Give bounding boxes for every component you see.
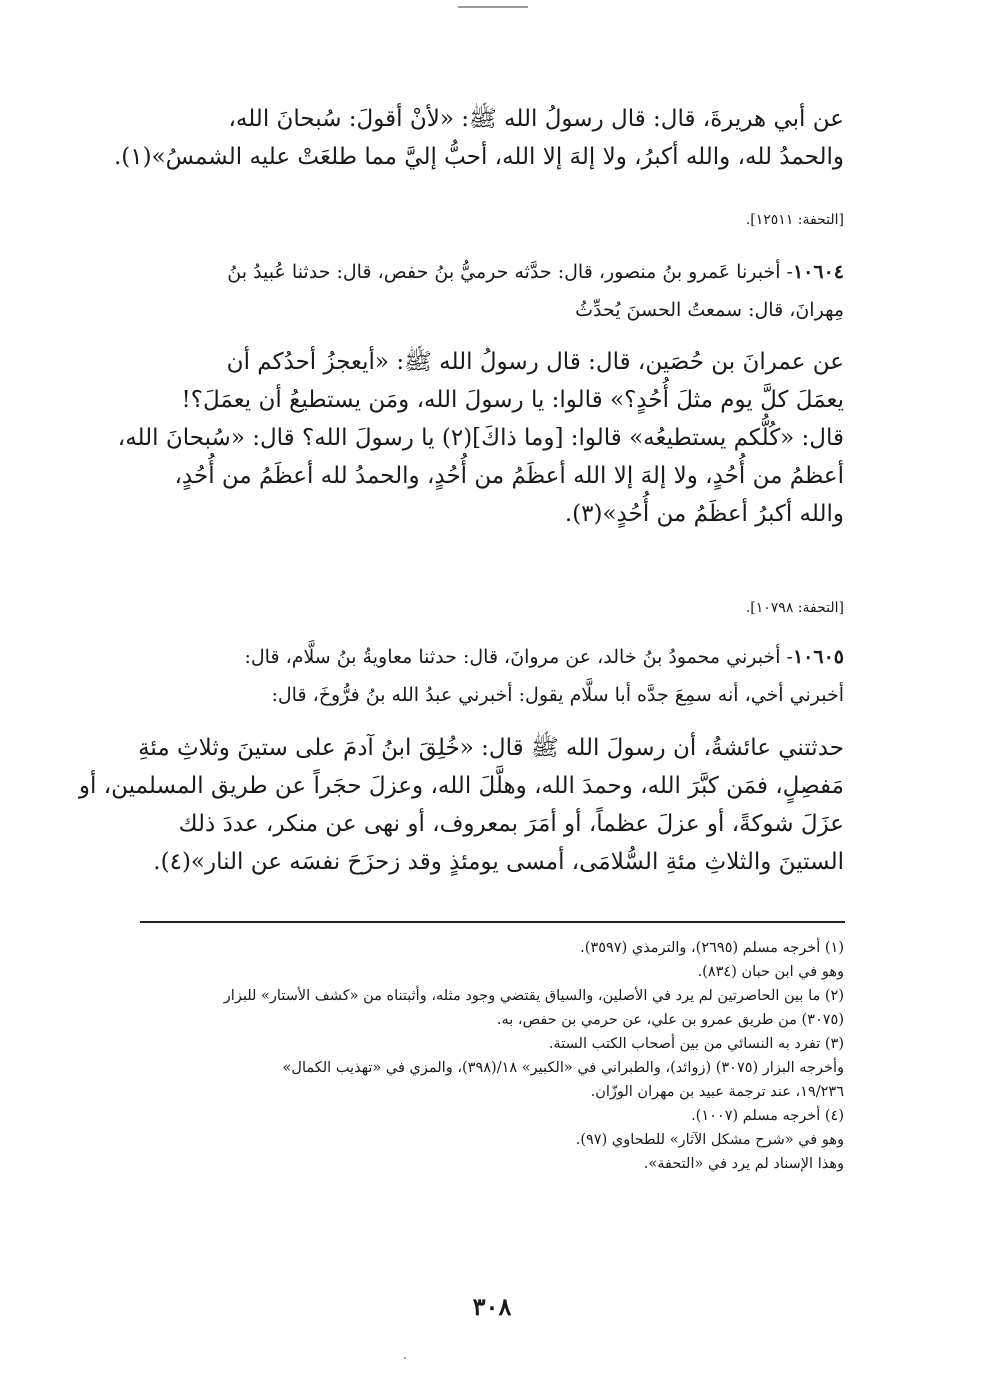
hadith-10605-text bbox=[78, 729, 844, 881]
text-line: والله أكبرُ أعظَمُ من أُحُدٍ»(٣). bbox=[564, 501, 844, 527]
isnad-line bbox=[156, 253, 844, 291]
text-line: عن أبي هريرةَ، قال: قال رسولُ الله ﷺ: «لأنْ أقولَ: سُبحانَ الله، bbox=[228, 106, 844, 132]
text-line: حدثتني عائشةُ، أن رسولَ الله ﷺ قال: «خُلِقَ ابنُ آدمَ على ستينَ وثلاثِ مئةِ bbox=[138, 735, 844, 761]
tuhfa-reference: [التحفة: ١٢٥١١]. bbox=[745, 212, 844, 228]
footnote-line: وهذا الإسناد لم يرد في «التحفة». bbox=[643, 1156, 844, 1172]
hadith-10603-text bbox=[113, 100, 844, 176]
text-line: عن عمرانَ بن حُصَين، قال: قال رسولُ الله ﷺ: «أيعجزُ أحدُكم أن bbox=[226, 349, 844, 375]
footnote-divider bbox=[140, 921, 845, 923]
text-line: مَفصِلٍ، فمَن كبَّرَ الله، وحمدَ الله، وهلَّلَ الله، وعزلَ حجَراً عن طريق المسلمين، أو bbox=[78, 773, 844, 799]
hadith-number: ١٠٦٠٥ bbox=[792, 646, 844, 668]
tuhfa-reference: [التحفة: ١٠٧٩٨]. bbox=[745, 600, 844, 616]
text-line: أعظمُ من أُحُدٍ، ولا إلهَ إلا الله أعظَمُ من أُحُدٍ، والحمدُ لله أعظَمُ من أُحُدٍ، bbox=[174, 463, 844, 489]
page-number: ٣٠٨ bbox=[472, 1292, 512, 1321]
hadith-number: ١٠٦٠٤ bbox=[792, 261, 844, 283]
hadith-10604-text bbox=[117, 343, 844, 533]
footnote-line: (٢) ما بين الحاصرتين لم يرد في الأصلين، والسياق يقتضي وجود مثله، وأثبتناه من «كشف الأستار» للبزار bbox=[223, 988, 844, 1004]
text-line: يعمَلَ كلَّ يوم مثلَ أُحُدٍ؟» قالوا: يا رسولَ الله، ومَن يستطيعُ أن يعمَلَ؟! bbox=[181, 387, 844, 413]
footnote-line: ١٩/٢٣٦، عند ترجمة عبيد بن مهران الوزّان. bbox=[590, 1084, 844, 1100]
footnote-line: (٣) تفرد به النسائي من بين أصحاب الكتب الستة. bbox=[548, 1036, 844, 1052]
isnad-line bbox=[136, 638, 844, 676]
scan-speck bbox=[404, 1357, 406, 1359]
isnad-line: مِهرانَ، قال: سمعتُ الحسنَ يُحدِّثُ bbox=[575, 299, 844, 321]
text-line: قال: «كُلُّكم يستطيعُه» قالوا: [وما ذاكَ](٢) يا رسولَ الله؟ قال: «سُبحانَ الله، bbox=[117, 425, 844, 451]
footnotes bbox=[139, 936, 844, 1176]
top-rule-mark bbox=[458, 6, 528, 8]
isnad-text: - أخبرنا عَمرو بنُ منصور، قال: حدَّثه حرميُّ بنُ حفص، قال: حدثنا عُبيدُ بنُ bbox=[227, 261, 793, 283]
text-line: والحمدُ لله، والله أكبرُ، ولا إلهَ إلا الله، أحبُّ إليَّ مما طلعَتْ عليه الشمسُ»(١). bbox=[113, 144, 844, 170]
hadith-10605-isnad bbox=[136, 638, 844, 714]
hadith-10604-isnad bbox=[156, 253, 844, 329]
text-line: عزَلَ شوكةً، أو عزلَ عظماً، أو أمَرَ بمعروف، أو نهى عن منكر، عددَ ذلك bbox=[178, 811, 844, 837]
footnote-line: (١) أخرجه مسلم (٢٦٩٥)، والترمذي (٣٥٩٧). bbox=[580, 940, 844, 956]
text-line: الستينَ والثلاثِ مئةِ السُّلامَى، أمسى يومئذٍ وقد زحزَحَ نفسَه عن النار»(٤). bbox=[153, 849, 844, 875]
footnote-line: وهو في «شرح مشكل الآثار» للطحاوي (٩٧). bbox=[575, 1132, 844, 1148]
footnote-line: (٤) أخرجه مسلم (١٠٠٧). bbox=[691, 1108, 844, 1124]
isnad-line: أخبرني أخي، أنه سمِعَ جدَّه أبا سلَّام يقول: أخبرني عبدُ الله بنُ فرُّوخَ، قال: bbox=[271, 684, 844, 706]
footnote-line: وهو في ابن حبان (٨٣٤). bbox=[697, 964, 844, 980]
footnote-line: (٣٠٧٥) من طريق عمرو بن علي، عن حرمي بن حفص، به. bbox=[496, 1012, 844, 1028]
footnote-line: وأخرجه البزار (٣٠٧٥) (زوائد)، والطبراني في «الكبير» ١٨/(٣٩٨)، والمزي في «تهذيب الكمال» bbox=[282, 1060, 844, 1076]
isnad-text: - أخبرني محمودُ بنُ خالد، عن مروانَ، قال: حدثنا معاويةُ بنُ سلَّام، قال: bbox=[244, 646, 793, 668]
